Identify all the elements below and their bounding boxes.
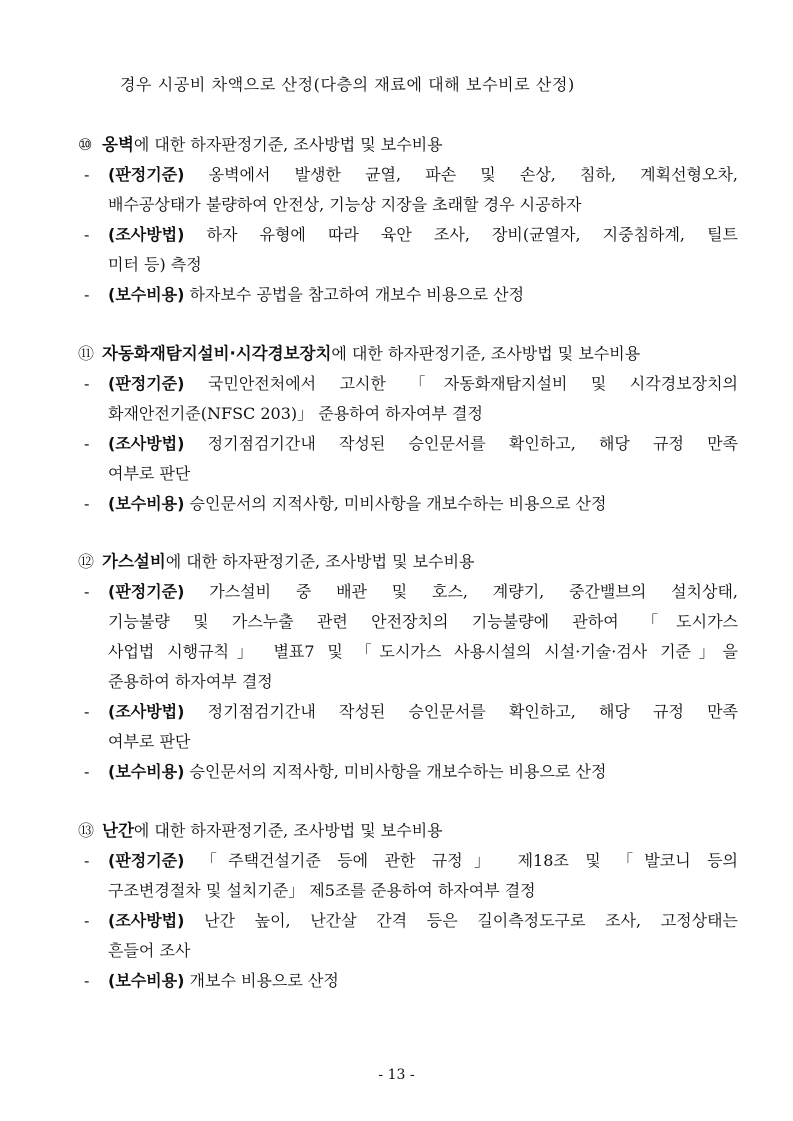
item-text: 화재안전기준(NFSC 203)」 준용하여 하자여부 결정 — [108, 404, 483, 423]
criteria-item — [78, 577, 738, 697]
dash-bullet: - — [84, 225, 90, 244]
page-number: - 13 - — [378, 1067, 415, 1083]
section-topic: 가스설비 — [102, 552, 166, 571]
item-text: 준용하여 하자여부 결정 — [108, 672, 273, 691]
item-text: 미터 등) 측정 — [108, 255, 202, 274]
criteria-tag: ( 판정기준 ) — [108, 851, 184, 870]
dash-bullet: - — [84, 762, 90, 781]
dash-bullet: - — [84, 434, 90, 453]
section-topic: 난간 — [102, 821, 134, 840]
dash-bullet: - — [84, 911, 90, 930]
dash-bullet: - — [84, 165, 90, 184]
criteria-tag: ( 판정기준 ) — [108, 374, 184, 393]
section-heading — [78, 339, 738, 369]
item-text: 하자 유형에 따라 육안 조사, 장비(균열자, 지중침하계, 틸트 — [206, 225, 738, 244]
cost-tag: ( 보수비용 ) — [108, 762, 184, 781]
method-item — [78, 220, 738, 280]
method-tag: ( 조사방법 ) — [108, 911, 184, 930]
method-item — [78, 697, 738, 757]
section-heading — [78, 130, 738, 160]
item-text: 승인문서의 지적사항, 미비사항을 개보수하는 비용으로 산정 — [189, 494, 607, 513]
item-text: 가스설비 중 배관 및 호스, 계량기, 중간밸브의 설치상태, — [209, 582, 738, 601]
section-heading-rest: 에 대한 하자판정기준, 조사방법 및 보수비용 — [165, 552, 475, 571]
dash-bullet: - — [84, 582, 90, 601]
dash-bullet: - — [84, 374, 90, 393]
item-text: 정기점검기간내 작성된 승인문서를 확인하고, 해당 규정 만족 — [207, 702, 738, 721]
item-text: 국민안전처에서 고시한 「자동화재탐지설비 및 시각경보장치의 — [207, 374, 738, 393]
dash-bullet: - — [84, 851, 90, 870]
cost-tag: ( 보수비용 ) — [108, 285, 184, 304]
item-text: 사업법 시행규칙」 별표7 및 「도시가스 사용시설의 시설·기술·검사 기준」을 — [108, 642, 738, 661]
section-heading-rest: 에 대한 하자판정기준, 조사방법 및 보수비용 — [331, 344, 641, 363]
section-gas-equipment — [78, 547, 738, 787]
item-text: 구조변경절차 및 설치기준」 제5조를 준용하여 하자여부 결정 — [108, 881, 536, 900]
section-number: ⑩ — [78, 135, 93, 154]
method-item — [78, 429, 738, 489]
criteria-tag: ( 판정기준 ) — [108, 582, 184, 601]
method-tag: ( 조사방법 ) — [108, 225, 184, 244]
cost-tag: ( 보수비용 ) — [108, 494, 184, 513]
cost-item — [78, 489, 738, 519]
item-text: 기능불량 및 가스누출 관련 안전장치의 기능불량에 관하여 「도시가스 — [108, 612, 738, 631]
method-item — [78, 906, 738, 966]
cost-item — [78, 757, 738, 787]
section-retaining-wall — [78, 130, 738, 310]
intro-line: 경우 시공비 차액으로 산정(다층의 재료에 대해 보수비로 산정) — [120, 75, 575, 94]
section-heading — [78, 816, 738, 846]
section-heading — [78, 547, 738, 577]
item-text: 승인문서의 지적사항, 미비사항을 개보수하는 비용으로 산정 — [189, 762, 607, 781]
section-fire-alarm — [78, 339, 738, 519]
criteria-item — [78, 160, 738, 220]
item-text: 흔들어 조사 — [108, 941, 191, 960]
dash-bullet: - — [84, 971, 90, 990]
dash-bullet: - — [84, 285, 90, 304]
cost-item — [78, 280, 738, 310]
section-railing — [78, 816, 738, 996]
criteria-item — [78, 846, 738, 906]
item-text: 하자보수 공법을 참고하여 개보수 비용으로 산정 — [189, 285, 525, 304]
item-text: 난간 높이, 난간살 간격 등은 길이측정도구로 조사, 고정상태는 — [204, 911, 738, 930]
item-text: 여부로 판단 — [108, 464, 191, 483]
section-heading-rest: 에 대한 하자판정기준, 조사방법 및 보수비용 — [133, 135, 443, 154]
cost-tag: ( 보수비용 ) — [108, 971, 184, 990]
section-topic: 옹벽 — [102, 135, 134, 154]
section-heading-rest: 에 대한 하자판정기준, 조사방법 및 보수비용 — [133, 821, 443, 840]
section-number: ⑪ — [78, 344, 95, 363]
method-tag: ( 조사방법 ) — [108, 702, 184, 721]
item-text: 개보수 비용으로 산정 — [189, 971, 339, 990]
section-topic: 자동화재탐지설비·시각경보장치 — [102, 344, 332, 363]
criteria-item — [78, 369, 738, 429]
dash-bullet: - — [84, 702, 90, 721]
dash-bullet: - — [84, 494, 90, 513]
section-number: ⑫ — [78, 552, 95, 571]
item-text: 여부로 판단 — [108, 732, 191, 751]
section-number: ⑬ — [78, 821, 95, 840]
item-text: 옹벽에서 발생한 균열, 파손 및 손상, 침하, 계획선형오차, — [208, 165, 738, 184]
item-text: 정기점검기간내 작성된 승인문서를 확인하고, 해당 규정 만족 — [207, 434, 738, 453]
item-text: 배수공상태가 불량하여 안전상, 기능상 지장을 초래할 경우 시공하자 — [108, 195, 582, 214]
cost-item — [78, 966, 738, 996]
criteria-tag: ( 판정기준 ) — [108, 165, 184, 184]
item-text: 「주택건설기준 등에 관한 규정」 제18조 및 「발코니 등의 — [200, 851, 738, 870]
method-tag: ( 조사방법 ) — [108, 434, 184, 453]
